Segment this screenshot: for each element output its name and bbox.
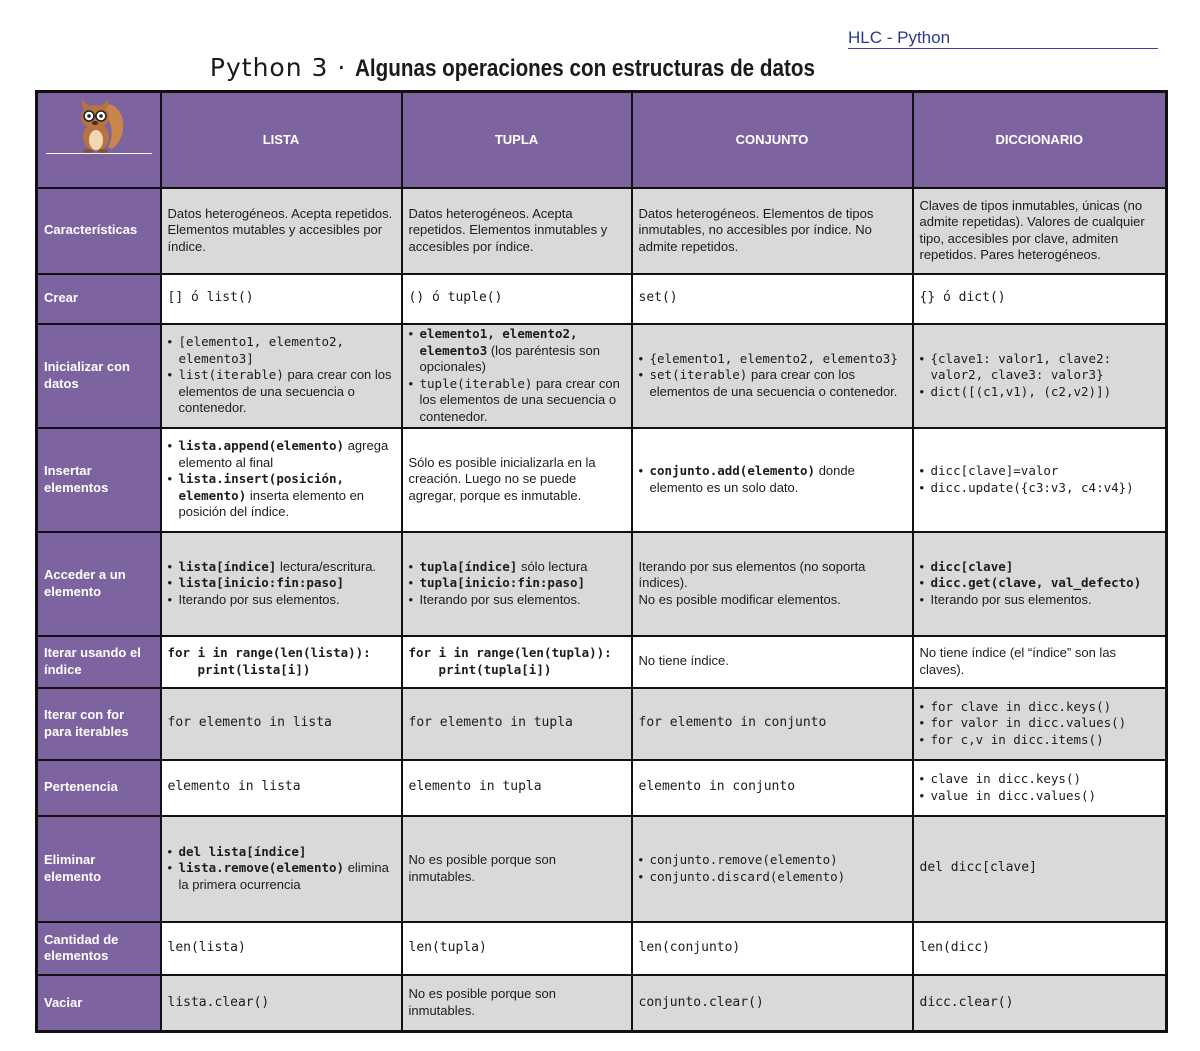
cell-diccionario: len(dicc) — [913, 922, 1167, 975]
row-header-vaciar: Vaciar — [37, 975, 161, 1032]
cell-tupla: No es posible porque son inmutables. — [402, 975, 632, 1032]
list-item: • dicc[clave] — [920, 559, 1160, 576]
cell-lista — [161, 324, 402, 428]
cell-diccionario — [913, 760, 1167, 816]
row-header-acceder: Acceder a un elemento — [37, 532, 161, 636]
cell-conjunto: Datos heterogéneos. Elementos de tipos inmutables, no accesibles por índice. No admite repetidos. — [632, 188, 913, 274]
list-item: • dict([(c1,v1), (c2,v2)]) — [920, 384, 1160, 401]
cell-conjunto: for elemento in conjunto — [632, 688, 913, 760]
list-item: • lista.remove(elemento) elimina la primera ocurrencia — [168, 860, 395, 893]
cell-tupla: Datos heterogéneos. Acepta repetidos. Elementos inmutables y accesibles por índice. — [402, 188, 632, 274]
list-item: • conjunto.discard(elemento) — [639, 869, 906, 886]
list-item: • dicc[clave]=valor — [920, 463, 1160, 480]
cell-lista: len(lista) — [161, 922, 402, 975]
list-item: • elemento1, elemento2, elemento3 (los paréntesis son opcionales) — [409, 326, 625, 376]
title-subtitle: Algunas operaciones con estructuras de datos — [355, 55, 816, 82]
cell-text: No es posible modificar elementos. — [638, 591, 841, 607]
list-item: • dicc.get(clave, val_defecto) — [920, 575, 1160, 592]
cell-conjunto: elemento in conjunto — [632, 760, 913, 816]
row-header-iterar-indice: Iterar usando el índice — [37, 636, 161, 688]
list-item: • conjunto.remove(elemento) — [639, 852, 906, 869]
cell-tupla: len(tupla) — [402, 922, 632, 975]
column-header-lista: LISTA — [161, 92, 402, 188]
list-item: • tuple(iterable) para crear con los elementos de una secuencia o contenedor. — [409, 376, 625, 426]
list-item: • conjunto.add(elemento) donde elemento es un solo dato. — [639, 463, 906, 496]
list-item: • del lista[índice] — [168, 844, 395, 861]
list-item: • tupla[índice] sólo lectura — [409, 559, 625, 576]
list-item: • tupla[inicio:fin:paso] — [409, 575, 625, 592]
code-line: print(lista[i]) — [197, 661, 311, 677]
cell-conjunto: No tiene índice. — [632, 636, 913, 688]
cell-tupla — [402, 532, 632, 636]
list-item: • lista[índice] lectura/escritura. — [168, 559, 395, 576]
cell-lista: Datos heterogéneos. Acepta repetidos. Elementos mutables y accesibles por índice. — [161, 188, 402, 274]
row-header-iterar-for: Iterar con for para iterables — [37, 688, 161, 760]
table-row — [37, 688, 1167, 760]
code-line: print(tupla[i]) — [438, 661, 552, 677]
cell-text: Iterando por sus elementos (no soporta índices). — [638, 558, 866, 591]
header-row — [37, 92, 1167, 188]
row-header-caracteristicas: Características — [37, 188, 161, 274]
list-item: • for valor in dicc.values() — [920, 715, 1160, 732]
table-row — [37, 636, 1167, 688]
row-header-crear: Crear — [37, 274, 161, 324]
logo-underline — [46, 153, 152, 154]
table-row — [37, 816, 1167, 922]
list-item: • {clave1: valor1, clave2: valor2, clave3: valor3} — [920, 351, 1160, 384]
cell-diccionario — [913, 324, 1167, 428]
list-item: • for clave in dicc.keys() — [920, 699, 1160, 716]
list-item: • for c,v in dicc.items() — [920, 732, 1160, 749]
table-row — [37, 428, 1167, 532]
cell-conjunto — [632, 532, 913, 636]
list-item: • Iterando por sus elementos. — [168, 592, 395, 609]
cell-diccionario: {} ó dict() — [913, 274, 1167, 324]
cell-diccionario: Claves de tipos inmutables, únicas (no admite repetidas). Valores de cualquier tipo, accesibles por clave, admiten repetidos. Pares heterogéneos. — [913, 188, 1167, 274]
column-header-diccionario: DICCIONARIO — [913, 92, 1167, 188]
table-row — [37, 922, 1167, 975]
cell-tupla: for elemento in tupla — [402, 688, 632, 760]
list-item: • lista.insert(posición, elemento) inserta elemento en posición del índice. — [168, 471, 395, 521]
table-row — [37, 274, 1167, 324]
row-header-inicializar: Inicializar con datos — [37, 324, 161, 428]
table-row — [37, 324, 1167, 428]
cell-lista — [161, 636, 402, 688]
cell-diccionario: del dicc[clave] — [913, 816, 1167, 922]
cell-tupla: elemento in tupla — [402, 760, 632, 816]
cell-tupla: () ó tuple() — [402, 274, 632, 324]
list-item: • list(iterable) para crear con los elementos de una secuencia o contenedor. — [168, 367, 395, 417]
cell-tupla — [402, 636, 632, 688]
code-line: for i in range(len(lista)): — [167, 645, 371, 660]
table-row — [37, 188, 1167, 274]
row-header-eliminar: Eliminar elemento — [37, 816, 161, 922]
cell-diccionario — [913, 688, 1167, 760]
row-header-insertar: Insertar elementos — [37, 428, 161, 532]
cell-conjunto: len(conjunto) — [632, 922, 913, 975]
cell-lista: [] ó list() — [161, 274, 402, 324]
cell-diccionario — [913, 532, 1167, 636]
comparison-table — [35, 90, 1168, 1033]
list-item: • Iterando por sus elementos. — [409, 592, 625, 609]
row-header-cantidad: Cantidad de elementos — [37, 922, 161, 975]
cell-tupla — [402, 324, 632, 428]
column-header-conjunto: CONJUNTO — [632, 92, 913, 188]
row-header-pertenencia: Pertenencia — [37, 760, 161, 816]
cell-tupla: Sólo es posible inicializarla en la creación. Luego no se puede agregar, porque es inmutable. — [402, 428, 632, 532]
cell-conjunto — [632, 324, 913, 428]
page-title — [0, 52, 1100, 85]
table-row — [37, 975, 1167, 1032]
cell-lista: lista.clear() — [161, 975, 402, 1032]
cell-diccionario — [913, 428, 1167, 532]
list-item: • clave in dicc.keys() — [920, 771, 1160, 788]
list-item: • dicc.update({c3:v3, c4:v4}) — [920, 480, 1160, 497]
cell-lista — [161, 816, 402, 922]
cell-conjunto — [632, 816, 913, 922]
cell-conjunto: conjunto.clear() — [632, 975, 913, 1032]
cell-diccionario: No tiene índice (el “índice” son las claves). — [913, 636, 1167, 688]
cell-lista: for elemento in lista — [161, 688, 402, 760]
list-item: • set(iterable) para crear con los elementos de una secuencia o contenedor. — [639, 367, 906, 400]
logo-cell — [37, 92, 161, 188]
cell-conjunto — [632, 428, 913, 532]
list-item: • lista.append(elemento) agrega elemento al final — [168, 438, 395, 471]
table-row — [37, 760, 1167, 816]
column-header-tupla: TUPLA — [402, 92, 632, 188]
table-row — [37, 532, 1167, 636]
list-item: • value in dicc.values() — [920, 788, 1160, 805]
document-tag: HLC - Python — [848, 29, 1158, 49]
cell-tupla: No es posible porque son inmutables. — [402, 816, 632, 922]
title-python: Python 3 · — [209, 53, 356, 82]
squirrel-mascot-icon — [72, 97, 126, 153]
code-line: for i in range(len(tupla)): — [408, 645, 612, 660]
list-item: • [elemento1, elemento2, elemento3] — [168, 334, 395, 367]
cell-lista — [161, 532, 402, 636]
cell-conjunto: set() — [632, 274, 913, 324]
cell-lista: elemento in lista — [161, 760, 402, 816]
list-item: • {elemento1, elemento2, elemento3} — [639, 351, 906, 368]
cell-lista — [161, 428, 402, 532]
list-item: • Iterando por sus elementos. — [920, 592, 1160, 609]
cell-diccionario: dicc.clear() — [913, 975, 1167, 1032]
list-item: • lista[inicio:fin:paso] — [168, 575, 395, 592]
